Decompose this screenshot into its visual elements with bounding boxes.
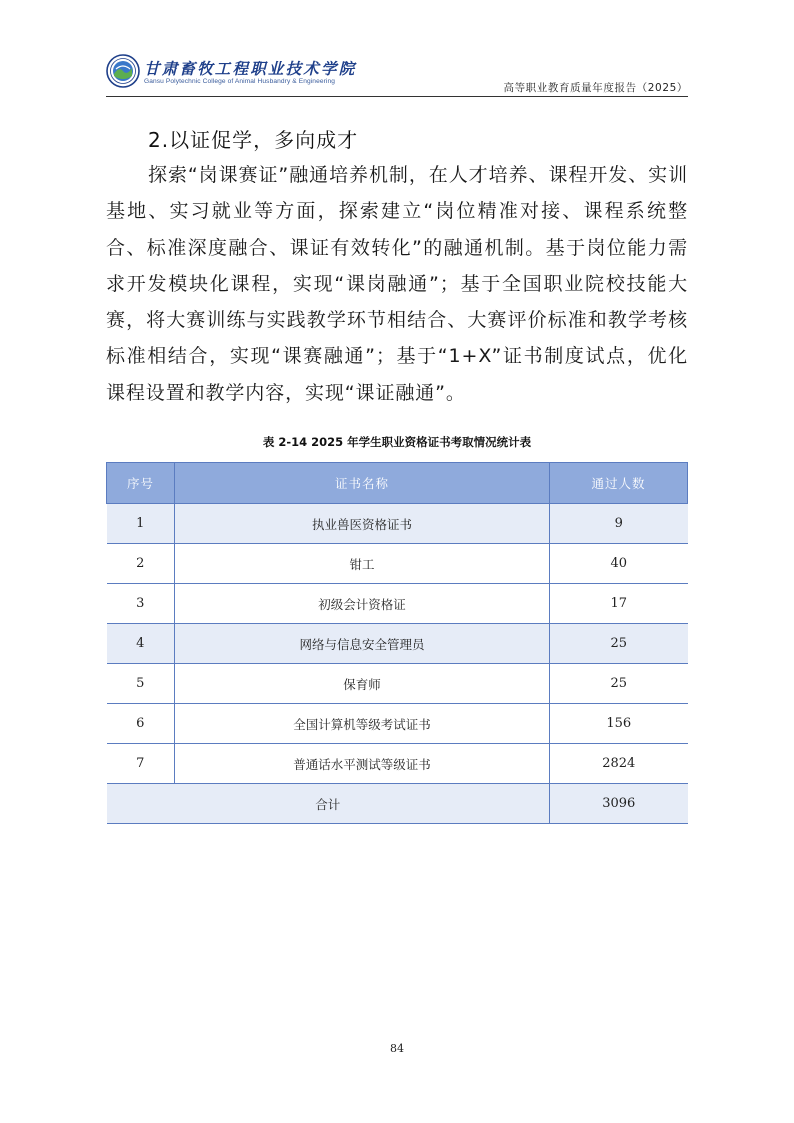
body-paragraph: 探索“岗课赛证”融通培养机制，在人才培养、课程开发、实训基地、实习就业等方面，探索建立“岗位精准对接、课程系统整合、标准深度融合、课证有效转化”的融通机制。基于岗位能力需求开发模块化课程，实现“课岗融通”；基于全国职业院校技能大赛，将大赛训练与实践教学环节相结合、大赛评价标准和教学考核标准相结合，实现“课赛融通”；基于“1+X”证书制度试点，优化课程设置和教学内容，实现“课证融通”。	[106, 164, 688, 404]
total-label: 合计	[107, 784, 550, 824]
row-pass-count: 17	[550, 584, 688, 624]
row-pass-count: 156	[550, 704, 688, 744]
report-title: 高等职业教育质量年度报告（2025）	[503, 82, 688, 94]
row-index: 1	[107, 504, 175, 544]
row-pass-count: 25	[550, 624, 688, 664]
row-pass-count: 2824	[550, 744, 688, 784]
table-row	[107, 704, 688, 744]
header-divider	[106, 96, 688, 97]
header-index: 序号	[107, 463, 175, 504]
table-row	[107, 504, 688, 544]
table-row	[107, 584, 688, 624]
row-index: 7	[107, 744, 175, 784]
header-pass-count: 通过人数	[550, 463, 688, 504]
school-name-cn: 甘肃畜牧工程职业技术学院	[144, 59, 357, 78]
table-row	[107, 544, 688, 584]
page-header	[106, 50, 688, 96]
row-index: 4	[107, 624, 175, 664]
row-index: 5	[107, 664, 175, 704]
row-index: 6	[107, 704, 175, 744]
table-row	[107, 664, 688, 704]
header-certificate-name: 证书名称	[175, 463, 550, 504]
total-count: 3096	[550, 784, 688, 824]
page-number: 84	[390, 1042, 404, 1055]
row-certificate-name: 普通话水平测试等级证书	[175, 744, 550, 784]
table-header-row	[107, 463, 688, 504]
row-pass-count: 40	[550, 544, 688, 584]
row-certificate-name: 全国计算机等级考试证书	[175, 704, 550, 744]
row-pass-count: 9	[550, 504, 688, 544]
row-certificate-name: 保育师	[175, 664, 550, 704]
school-emblem-icon	[106, 54, 140, 88]
row-index: 2	[107, 544, 175, 584]
school-name-en: Gansu Polytechnic College of Animal Husbandry & Engineering	[144, 78, 335, 85]
certificate-table	[106, 462, 688, 824]
table-caption: 表 2-14 2025 年学生职业资格证书考取情况统计表	[262, 435, 532, 449]
table-total-row	[107, 784, 688, 824]
row-certificate-name: 初级会计资格证	[175, 584, 550, 624]
table-row	[107, 624, 688, 664]
row-pass-count: 25	[550, 664, 688, 704]
row-index: 3	[107, 584, 175, 624]
row-certificate-name: 网络与信息安全管理员	[175, 624, 550, 664]
row-certificate-name: 执业兽医资格证书	[175, 504, 550, 544]
section-heading: 2.以证促学，多向成才	[148, 128, 359, 152]
row-certificate-name: 钳工	[175, 544, 550, 584]
table-row	[107, 744, 688, 784]
